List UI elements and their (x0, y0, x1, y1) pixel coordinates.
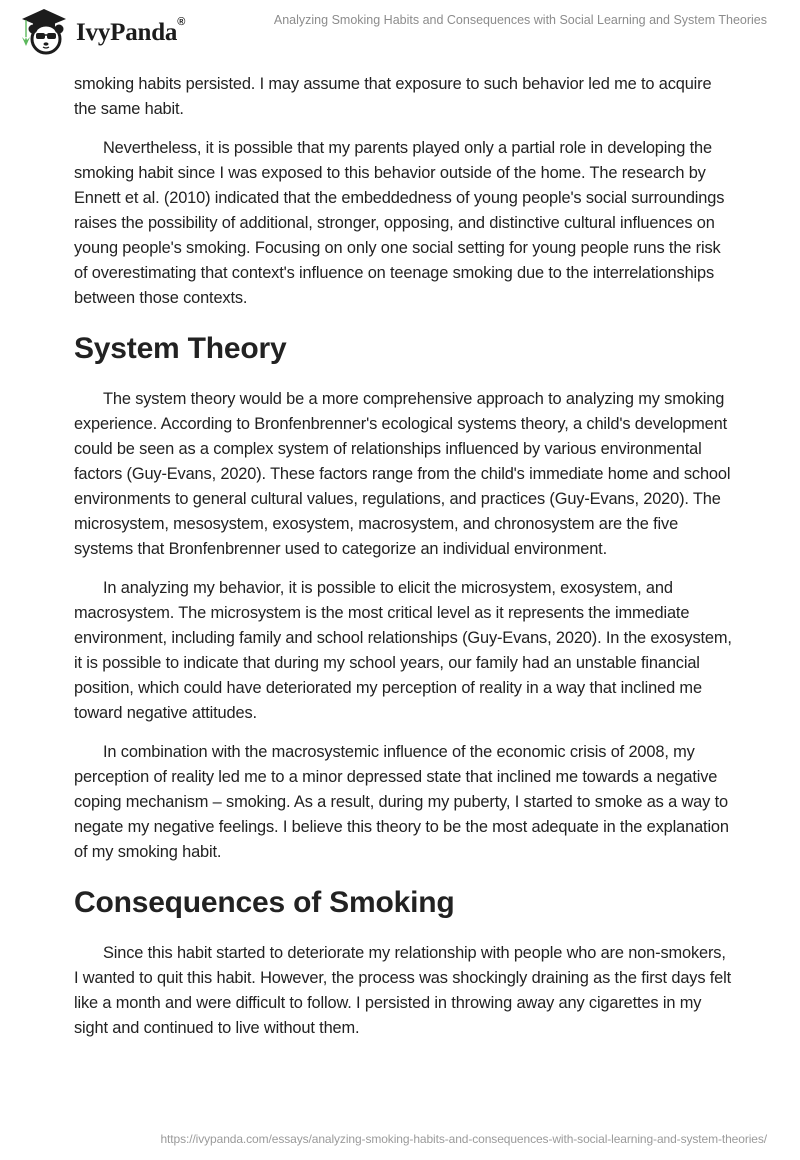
document-title: Analyzing Smoking Habits and Consequences with Social Learning and System Theories (273, 13, 767, 27)
logo-wordmark: IvyPanda® (76, 16, 186, 46)
paragraph: The system theory would be a more comprehensive approach to analyzing my smoking experience. According to Bronfenbrenner's ecological systems theory, a child's development could be seen as a complex system of relationships influenced by various environmental factors (Guy-Evans, 2020). These factors range from the child's immediate home and school environments to general cultural values, regulations, and practices (Guy-Evans, 2020). The microsystem, mesosystem, exosystem, macrosystem, and chronosystem are the five systems that Bronfenbrenner used to categorize an individual environment. (74, 390, 731, 558)
paragraph: Since this habit started to deteriorate my relationship with people who are non-smokers, I wanted to quit this habit. However, the process was shockingly draining as the first days felt like a month and were difficult to follow. I persisted in throwing away any cigarettes in my sight and continued to live without them. (74, 944, 732, 1037)
panda-graduate-icon (18, 6, 70, 56)
source-url[interactable]: https://ivypanda.com/essays/analyzing-smoking-habits-and-consequences-with-social-learning-and-system-theories/ (160, 1132, 767, 1146)
section-heading-consequences: Consequences of Smoking (74, 886, 455, 919)
paragraph: In combination with the macrosystemic influence of the economic crisis of 2008, my perception of reality led me to a minor depressed state that inclined me towards a negative coping mechanism – smoking. As a result, during my puberty, I started to smoke as a way to negate my negative feelings. I believe this theory to be the most adequate in the explanation of my smoking habit. (74, 743, 729, 861)
ivypanda-logo[interactable] (18, 6, 185, 56)
paragraph: Nevertheless, it is possible that my parents played only a partial role in developing the smoking habit since I was exposed to this behavior outside of the home. The research by Ennett et al. (2010) indicated that the embeddedness of young people's social surroundings raises the possibility of additional, stronger, opposing, and distinctive cultural influences on young people's smoking. Focusing on only one social setting for young people runs the risk of overestimating that context's influence on teenage smoking due to the interrelationships between those contexts. (74, 139, 725, 307)
paragraph: smoking habits persisted. I may assume that exposure to such behavior led me to acquire the same habit. (74, 75, 712, 118)
essay-body (74, 72, 734, 1041)
section-heading-system-theory: System Theory (74, 332, 287, 365)
paragraph: In analyzing my behavior, it is possible to elicit the microsystem, exosystem, and macrosystem. The microsystem is the most critical level as it represents the immediate environment, including family and school relationships (Guy-Evans, 2020). In the exosystem, it is possible to indicate that during my school years, our family had an unstable financial position, which could have deteriorated my perception of reality in a way that inclined me toward negative attitudes. (74, 579, 732, 722)
page-header (0, 0, 800, 60)
